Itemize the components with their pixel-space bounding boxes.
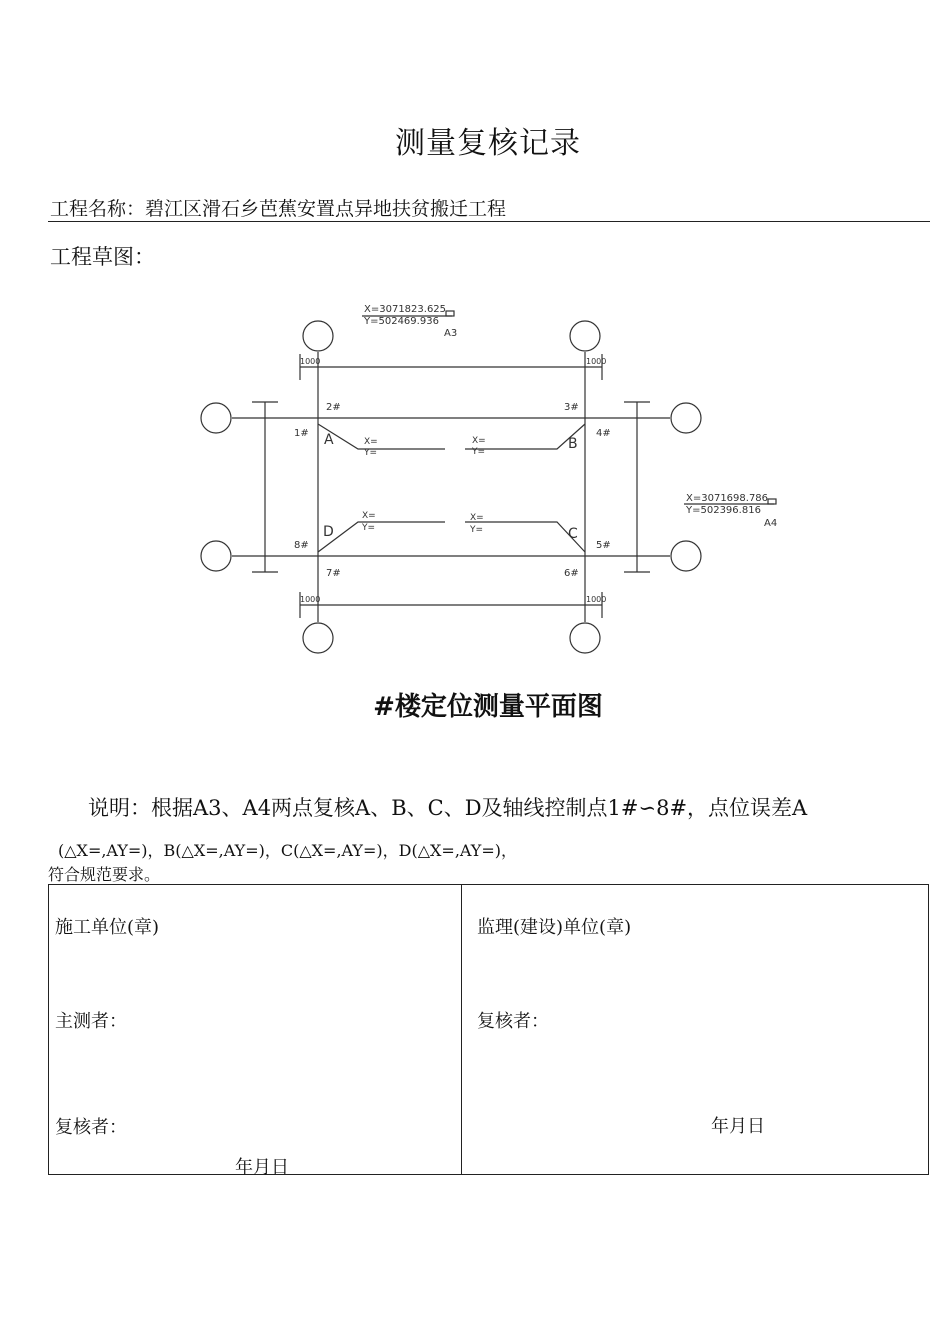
- axis-bubble-left-bottom: [201, 541, 231, 571]
- axis-mark-3: 3#: [564, 402, 579, 413]
- axis-mark-6: 6#: [564, 568, 579, 579]
- axis-bubble-bottom-right: [570, 623, 600, 653]
- signature-divider: [461, 885, 462, 1174]
- a4-coord-x: X=3071698.786: [686, 493, 769, 504]
- axis-mark-8: 8#: [294, 540, 309, 551]
- axis-bubble-right-top: [671, 403, 701, 433]
- offset-dim-top-left: 1000: [300, 357, 321, 366]
- sketch-label: 工程草图：: [50, 245, 155, 269]
- a4-label: A4: [764, 518, 778, 529]
- a3-coord-y: Y=502469.936: [364, 316, 439, 327]
- right-date-label: 年月日: [711, 1116, 765, 1137]
- corner-label-a: A: [324, 432, 334, 448]
- axis-bubble-right-bottom: [671, 541, 701, 571]
- a3-label: A3: [444, 328, 458, 339]
- project-underline: [48, 221, 930, 222]
- construction-unit-label: 施工单位(章): [55, 917, 160, 938]
- axis-mark-7: 7#: [326, 568, 341, 579]
- left-checker-label: 复核者：: [55, 1117, 127, 1138]
- surveyor-label: 主测者：: [55, 1011, 127, 1032]
- project-name-row: [50, 194, 506, 221]
- plan-caption: #楼定位测量平面图: [373, 692, 603, 722]
- offset-dim-top-right: 1000: [586, 357, 607, 366]
- coord-x-a: X=: [364, 437, 378, 447]
- offset-dim-bottom-right: 1000: [586, 595, 607, 604]
- coord-y-c: Y=: [470, 525, 484, 535]
- left-date-label: 年月日: [235, 1157, 289, 1178]
- explanation-line-1: 说明：根据A3、A4两点复核A、B、C、D及轴线控制点1#∽8#，点位误差A: [88, 796, 808, 820]
- coord-y-b: Y=: [472, 447, 486, 457]
- explanation-line-3: 符合规范要求。: [48, 865, 161, 884]
- corner-label-b: B: [568, 436, 578, 452]
- axis-mark-1: 1#: [294, 428, 309, 439]
- project-name-label: 工程名称：: [50, 198, 146, 220]
- axis-mark-2: 2#: [326, 402, 341, 413]
- axis-bubble-bottom-left: [303, 623, 333, 653]
- corner-label-c: C: [568, 526, 578, 542]
- coord-x-c: X=: [470, 513, 484, 523]
- coord-x-b: X=: [472, 436, 486, 446]
- coord-x-d: X=: [362, 511, 376, 521]
- a3-coord-x: X=3071823.625: [364, 304, 447, 315]
- right-checker-label: 复核者：: [477, 1011, 549, 1032]
- offset-dim-bottom-left: 1000: [300, 595, 321, 604]
- axis-mark-4: 4#: [596, 428, 611, 439]
- axis-bubble-top-right: [570, 321, 600, 351]
- supervision-unit-label: 监理(建设)单位(章): [477, 917, 632, 938]
- coord-y-a: Y=: [364, 448, 378, 458]
- page-title: 测量复核记录: [395, 126, 581, 161]
- coord-y-d: Y=: [362, 523, 376, 533]
- project-name-value: 碧江区滑石乡芭蕉安置点异地扶贫搬迁工程: [145, 198, 507, 220]
- signature-table: [48, 884, 929, 1178]
- explanation-line-2: (△X=,AY=)，B(△X=,AY=)，C(△X=,AY=)，D(△X=,AY=)，: [58, 841, 518, 860]
- building-outline-top: [318, 424, 445, 449]
- site-plan-drawing: [190, 292, 790, 662]
- a4-coord-y: Y=502396.816: [686, 505, 761, 516]
- axis-bubble-left-top: [201, 403, 231, 433]
- building-outline-bottom: [318, 522, 445, 552]
- axis-bubble-top-left: [303, 321, 333, 351]
- corner-label-d: D: [323, 524, 334, 540]
- axis-mark-5: 5#: [596, 540, 611, 551]
